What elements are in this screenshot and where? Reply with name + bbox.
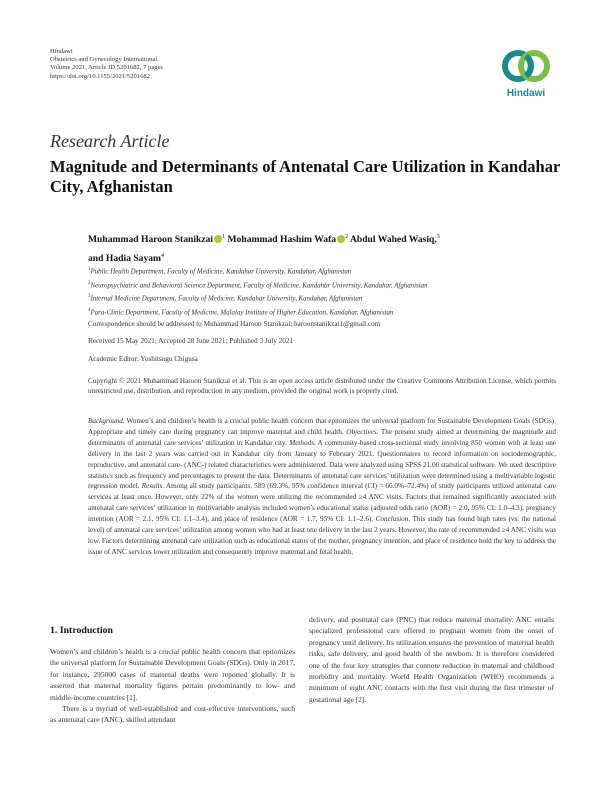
article-title: Magnitude and Determinants of Antenatal Care Utilization in Kandahar City, Afghanistan [50, 157, 560, 196]
dates-line: Received 15 May 2021; Accepted 28 June 2021; Published 3 July 2021 [88, 337, 294, 345]
affiliation-item [88, 305, 568, 319]
abstract-text: A community-based cross-sectional study involving 850 women with at least one delivery in the last 2 years was carried out in Kandahar city from January to February 2021. Questionnaires to record information on sociodemographic, reproductive, and antenatal care- (ANC-) related characteristics were administered. Data were analyzed using SPSS 21.00 statistical software. We used descriptive statistics such as frequency and percentages to present the data. Determinants of antenatal care services’ utilization were determined using a multivariable logistic regression model. [88, 438, 556, 491]
abstract-text: This study has found high rates (vs. the national level) of antenatal care services’ utilization among women who had at least one delivery in the last 2 years. However, the rate of recommended ≥4 ANC visits was low. Factors determining antenatal care utilization such as educational status of the mother, pregnancy intention, and place of residence hold the key to address the issue of ANC services lower utilization and consequently improve maternal and fetal health. [88, 515, 557, 556]
body-paragraph: delivery, and postnatal care (PNC) that reduce maternal mortality. ANC entails specialized professional care offered to pregnant women from the onset of pregnancy until delivery. Its utilization ensures the prevention of maternal health risks, safe delivery, and good health of the newborn. It is therefore considered one of the four key strategies that connote reduction in maternal and childhood morbidity and mortality. World Health Organization (WHO) recommends a minimum of eight ANC contacts with the first visit during the first trimester of gestational age [2]. [309, 615, 554, 704]
academic-editor-line: Academic Editor: Yoshitsugu Chigusa [88, 355, 198, 363]
affiliation-item [88, 264, 568, 278]
journal-name: Obstetrics and Gynecology International [50, 56, 158, 64]
author-name[interactable]: Muhammad Haroon Stanikzai [88, 234, 214, 246]
abstract-label: Objectives. [346, 427, 379, 436]
author-affiliation-mark: 1 [222, 234, 226, 240]
affiliation-text: Internal Medicine Department, Faculty of Medicine, Kandahar University, Kandahar, Afghanistan [90, 295, 363, 303]
abstract-label: Background. [88, 417, 125, 425]
copyright-notice: Copyright © 2021 Muhammad Haroon Stanikzai et al. This is an open access article distributed under the Creative Commons Attribution License, which permits unrestricted use, distribution, and reproduction in any medium, provided the original work is properly cited. [88, 377, 556, 395]
section-heading: 1. Introduction [50, 625, 113, 636]
correspondence-line: Correspondence should be addressed to Muhammad Haroon Stanikzai; haroonstanikzai1@gmail.com [88, 320, 381, 328]
article-type: Research Article [50, 131, 170, 151]
affiliation-number: 3 [88, 294, 91, 299]
abstract [88, 416, 556, 558]
hindawi-logo-text: Hindawi [506, 88, 546, 99]
abstract-text: The present study aimed at determining the magnitude and determinants of antenatal care services’ utilization in Kandahar city. [88, 427, 557, 447]
body-column-left [50, 646, 295, 726]
abstract-text: Among all study participants, 589 (69.3%, 95% confidence interval (CI) = 66.0%–72.4%) of study participants utilized antenatal care services at least once. However, only 22% of the women were utilizing the recommended ≥4 ANC visits. Factors that remained significantly associated with antenatal care services’ utilization in multivariable analysis included women’s educational status (adjusted odds ratio (AOR) = 2.0, 95% CI: 1.0–4.3), pregnancy intention (AOR = 2.1, 95% CI: 1.1–3.4), and place of residence (AOR = 1.7, 95% CI: 1.1–2.6). [88, 482, 556, 524]
publisher-name: Hindawi [50, 48, 73, 55]
affiliation-text: Para-Clinic Department, Faculty of Medicine, Malalay Institute of Higher Education, Kandahar, Afghanistan [90, 308, 394, 316]
volume-info: Volume 2021, Article ID 5201682, 7 pages [50, 64, 164, 72]
affiliation-text: Public Health Department, Faculty of Medicine, Kandahar University, Kandahar, Afghanistan [90, 268, 352, 276]
author-name[interactable]: Mohammad Hashim Wafa [227, 234, 337, 246]
author-name[interactable]: Abdul Wahed Wasiq, [349, 234, 437, 246]
affiliation-item [88, 291, 568, 305]
abstract-text: Women’s and children’s health is a crucial public health concern that epitomizes the universal platform for Sustainable Development Goals (SDGs). Appropriate and timely care during pregnancy can improve maternal and child health. [88, 417, 556, 436]
body-column-right [309, 614, 554, 705]
author-name[interactable]: and Hadia Sayam [88, 253, 162, 265]
author-list [88, 229, 568, 267]
affiliation-item [88, 278, 568, 292]
hindawi-logo-icon [496, 44, 556, 88]
author-affiliation-mark: 3 [436, 234, 440, 240]
hindawi-logo [496, 44, 556, 104]
affiliation-number: 2 [88, 280, 91, 286]
orcid-icon[interactable] [214, 235, 222, 243]
abstract-label: Conclusion. [375, 515, 411, 524]
abstract-label: Methods. [289, 438, 316, 447]
orcid-icon[interactable] [337, 235, 345, 243]
affiliation-list [88, 264, 568, 318]
affiliation-text: Neuropsychiatric and Behavioral Science Department, Faculty of Medicine, Kandahar University, Kandahar, Afghanistan [90, 281, 428, 289]
author-affiliation-mark: 2 [345, 234, 349, 240]
body-paragraph: Women’s and children’s health is a crucial public health concern that epitomizes the universal platform for Sustainable Development Goals (SDGs). Only in 2017, for instance, 295000 cases of maternal deaths were reported globally. It is asserted that maternal mortality figures pertain predominantly to low- and middle-income countries [1]. [50, 647, 295, 702]
body-paragraph: There is a myriad of well-established and cost-effective interventions, such as antenatal care (ANC), skilled attendant [50, 704, 295, 725]
doi-link[interactable]: https://doi.org/10.1155/2021/5201682 [50, 72, 151, 80]
affiliation-number: 1 [88, 267, 91, 272]
affiliation-number: 4 [88, 307, 91, 313]
abstract-label: Results. [141, 482, 165, 491]
author-affiliation-mark: 4 [161, 253, 165, 260]
journal-meta [50, 48, 163, 81]
